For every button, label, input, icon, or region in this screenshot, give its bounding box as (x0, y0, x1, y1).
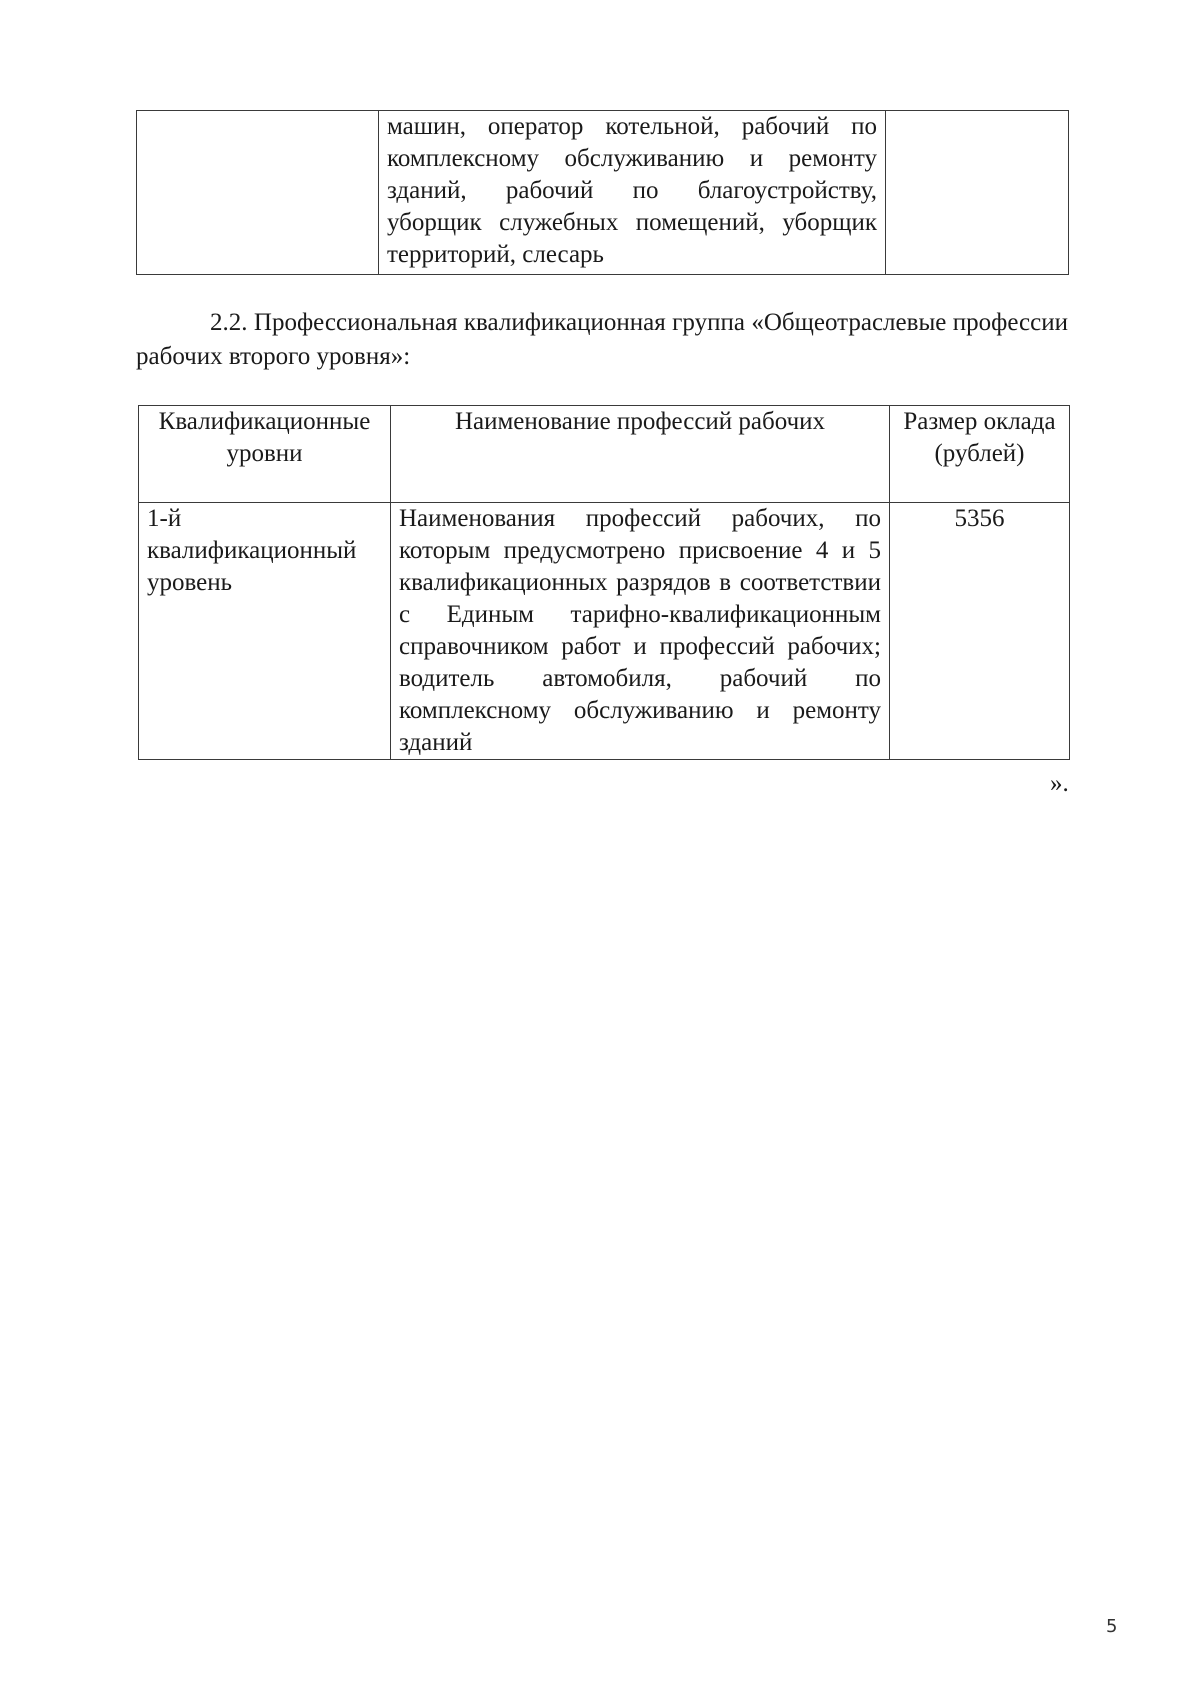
table-row (139, 503, 1070, 760)
level-cell (137, 111, 379, 275)
table-row (137, 111, 1069, 275)
professions-cell: Наименования профессий рабочих, по которым предусмотрено присвоение 4 и 5 квалификационных разрядов в соответствии с Единым тарифно-квалификационным справочником работ и профессий рабочих; водитель автомобиля, рабочий по комплексному обслуживанию и ремонту зданий (391, 503, 890, 760)
continued-table (136, 110, 1069, 275)
table-header-row (139, 406, 1070, 503)
header-salary: Размер оклада (рублей) (890, 406, 1070, 503)
header-professions: Наименование профессий рабочих (391, 406, 890, 503)
page-number: 5 (1106, 1616, 1118, 1637)
closing-quote-mark: ». (1050, 770, 1069, 797)
qualification-group-table (138, 405, 1070, 760)
header-levels: Квалификационные уровни (139, 406, 391, 503)
salary-cell (886, 111, 1069, 275)
professions-cell: машин, оператор котельной, рабочий по комплексному обслуживанию и ремонту зданий, рабочий по благоустройству, уборщик служебных помещений, уборщик территорий, слесарь (379, 111, 886, 275)
section-heading: 2.2. Профессиональная квалификационная группа «Общеотраслевые профессии рабочих второго уровня»: (136, 309, 1068, 370)
level-cell: 1-й квалификационный уровень (139, 503, 391, 760)
salary-cell: 5356 (890, 503, 1070, 760)
